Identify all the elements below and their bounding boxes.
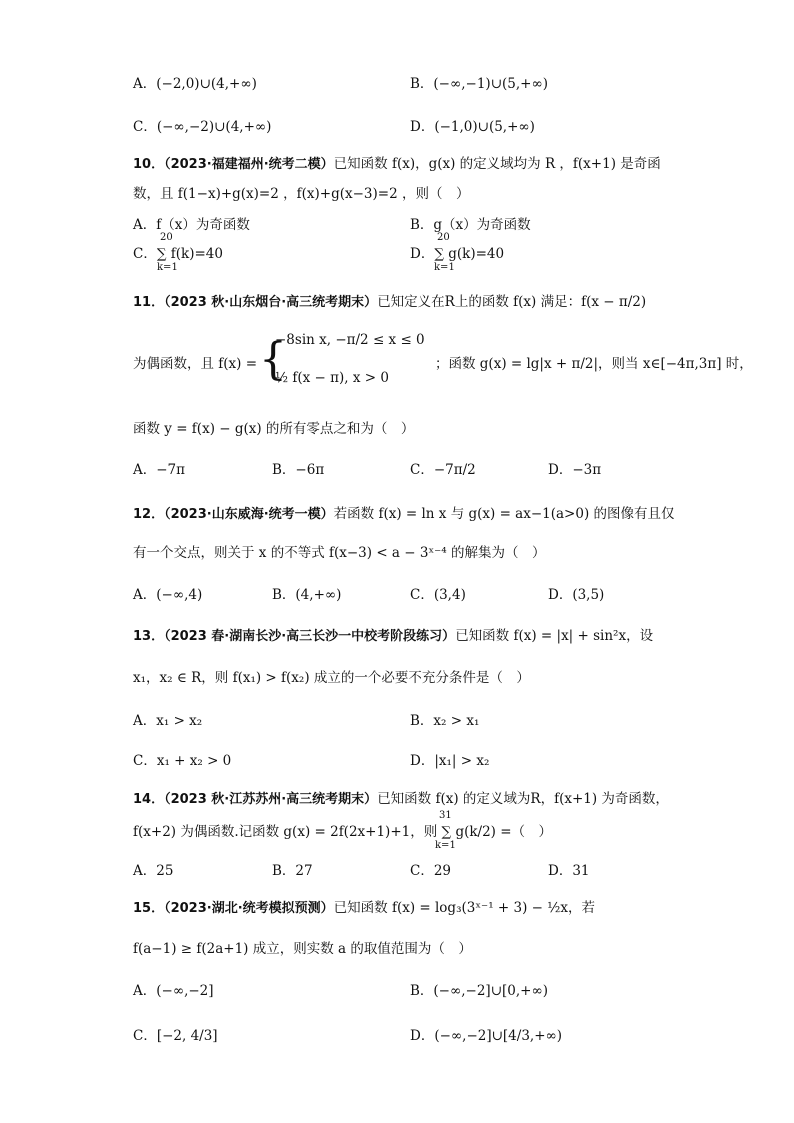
q14-sum-bottom: k=1: [435, 840, 456, 851]
q15-stem-line1: [133, 896, 595, 916]
q9-option-a: A．(−2,0)∪(4,+∞): [133, 76, 257, 92]
q10-option-d: [410, 232, 505, 273]
q13-option-d: D．|x₁| > x₂: [410, 753, 490, 769]
q10-option-b: B．g（x）为奇函数: [410, 217, 531, 233]
q15-number: 15．: [133, 901, 165, 916]
q15-option-b: B．(−∞,−2]∪[0,+∞): [410, 983, 548, 999]
q14-source: （2023 秋·江苏苏州·高三统考期末）: [164, 792, 378, 807]
q11-case2: ½ f(x − π), x > 0: [275, 370, 389, 386]
q14-text-2: f(x+2) 为偶函数.记函数 g(x) = 2f(2x+1)+1，则 ∑ g(k/2) =（ ）: [133, 824, 553, 840]
q13-stem-line2: x₁，x₂ ∈ R，则 f(x₁) > f(x₂) 成立的一个必要不充分条件是（ ）: [133, 670, 530, 686]
q11-stem-line3: 函数 y = f(x) − g(x) 的所有零点之和为（ ）: [133, 421, 415, 437]
q12-stem-line1: [133, 502, 675, 522]
q11-option-d: D．−3π: [548, 462, 602, 478]
q14-number: 14．: [133, 792, 165, 807]
q14-text: 已知函数 f(x) 的定义域为R，f(x+1) 为奇函数，: [377, 791, 669, 807]
q14-option-a: A．25: [133, 863, 174, 879]
q10-text: 已知函数 f(x)，g(x) 的定义域均为 R ，f(x+1) 是奇函: [333, 156, 661, 172]
q13-option-c: C．x₁ + x₂ > 0: [133, 753, 232, 769]
q12-option-b: B．(4,+∞): [272, 587, 342, 603]
q9-option-b: B．(−∞,−1)∪(5,+∞): [410, 76, 548, 92]
q11-option-c: C．−7π/2: [410, 462, 476, 478]
q11-brace: {: [259, 334, 287, 385]
q12-option-d: D．(3,5): [548, 587, 605, 603]
q14-option-b: B．27: [272, 863, 313, 879]
q9-option-d: D．(−1,0)∪(5,+∞): [410, 119, 535, 135]
q10-option-d-text: D．∑ g(k)=40: [410, 246, 505, 262]
q15-option-d: D．(−∞,−2]∪[4/3,+∞): [410, 1028, 563, 1044]
q14-stem-line2: [133, 810, 553, 851]
q12-number: 12．: [133, 507, 165, 522]
q15-option-c: C．[−2, 4/3]: [133, 1028, 218, 1044]
q11-text: 已知定义在R上的函数 f(x) 满足：f(x − π/2): [377, 294, 647, 310]
q11-case1: −8sin x, −π/2 ≤ x ≤ 0: [275, 332, 425, 348]
q15-option-a: A．(−∞,−2]: [133, 983, 214, 999]
q10-stem-line1: [133, 152, 661, 172]
q12-stem-line2: 有一个交点，则关于 x 的不等式 f(x−3) < a − 3ˣ⁻⁴ 的解集为（ ）: [133, 545, 546, 561]
q10-sum-bottom: k=1: [157, 262, 178, 273]
q10-option-a: A．f（x）为奇函数: [133, 217, 250, 233]
q10-number: 10．: [133, 157, 165, 172]
q15-stem-line2: f(a−1) ≥ f(2a+1) 成立，则实数 a 的取值范围为（ ）: [133, 941, 472, 957]
q13-source: （2023 春·湖南长沙·高三长沙一中校考阶段练习）: [164, 629, 456, 644]
q9-option-c: C．(−∞,−2)∪(4,+∞): [133, 119, 272, 135]
q13-text: 已知函数 f(x) = |x| + sin²x，设: [455, 628, 654, 644]
q14-option-c: C．29: [410, 863, 452, 879]
q11-option-b: B．−6π: [272, 462, 325, 478]
q12-source: （2023·山东威海·统考一模）: [164, 507, 334, 522]
q10-source: （2023·福建福州·统考二模）: [164, 157, 334, 172]
q11-source: （2023 秋·山东烟台·高三统考期末）: [164, 295, 378, 310]
q11-stem-line1: [133, 290, 646, 310]
q12-option-c: C．(3,4): [410, 587, 466, 603]
q10-sum-top: 20: [160, 232, 173, 243]
q10-d-sum-top: 20: [437, 232, 450, 243]
q14-option-d: D．31: [548, 863, 590, 879]
q11-option-a: A．−7π: [133, 462, 186, 478]
q13-option-a: A．x₁ > x₂: [133, 713, 203, 729]
q10-d-sum-bottom: k=1: [434, 262, 455, 273]
q11-text-b: ；函数 g(x) = lg|x + π/2|，则当 x∈[−4π,3π] 时，: [435, 356, 753, 372]
q12-option-a: A．(−∞,4): [133, 587, 203, 603]
q10-option-c-text: C．∑ f(k)=40: [133, 246, 223, 262]
q15-text: 已知函数 f(x) = log₃(3ˣ⁻¹ + 3) − ½x，若: [333, 900, 595, 916]
q10-stem-line2: 数，且 f(1−x)+g(x)=2 ，f(x)+g(x−3)=2 ，则（ ）: [133, 186, 470, 202]
q11-text-a: 为偶函数，且 f(x) =: [133, 356, 258, 372]
q13-stem-line1: [133, 624, 653, 644]
q15-source: （2023·湖北·统考模拟预测）: [164, 901, 334, 916]
q10-option-c: [133, 232, 223, 273]
q13-option-b: B．x₂ > x₁: [410, 713, 480, 729]
q14-sum-top: 31: [439, 810, 452, 821]
q14-stem-line1: [133, 787, 669, 807]
q11-number: 11．: [133, 295, 165, 310]
q12-text: 若函数 f(x) = ln x 与 g(x) = ax−1(a>0) 的图像有且仅: [333, 506, 675, 522]
q13-number: 13．: [133, 629, 165, 644]
